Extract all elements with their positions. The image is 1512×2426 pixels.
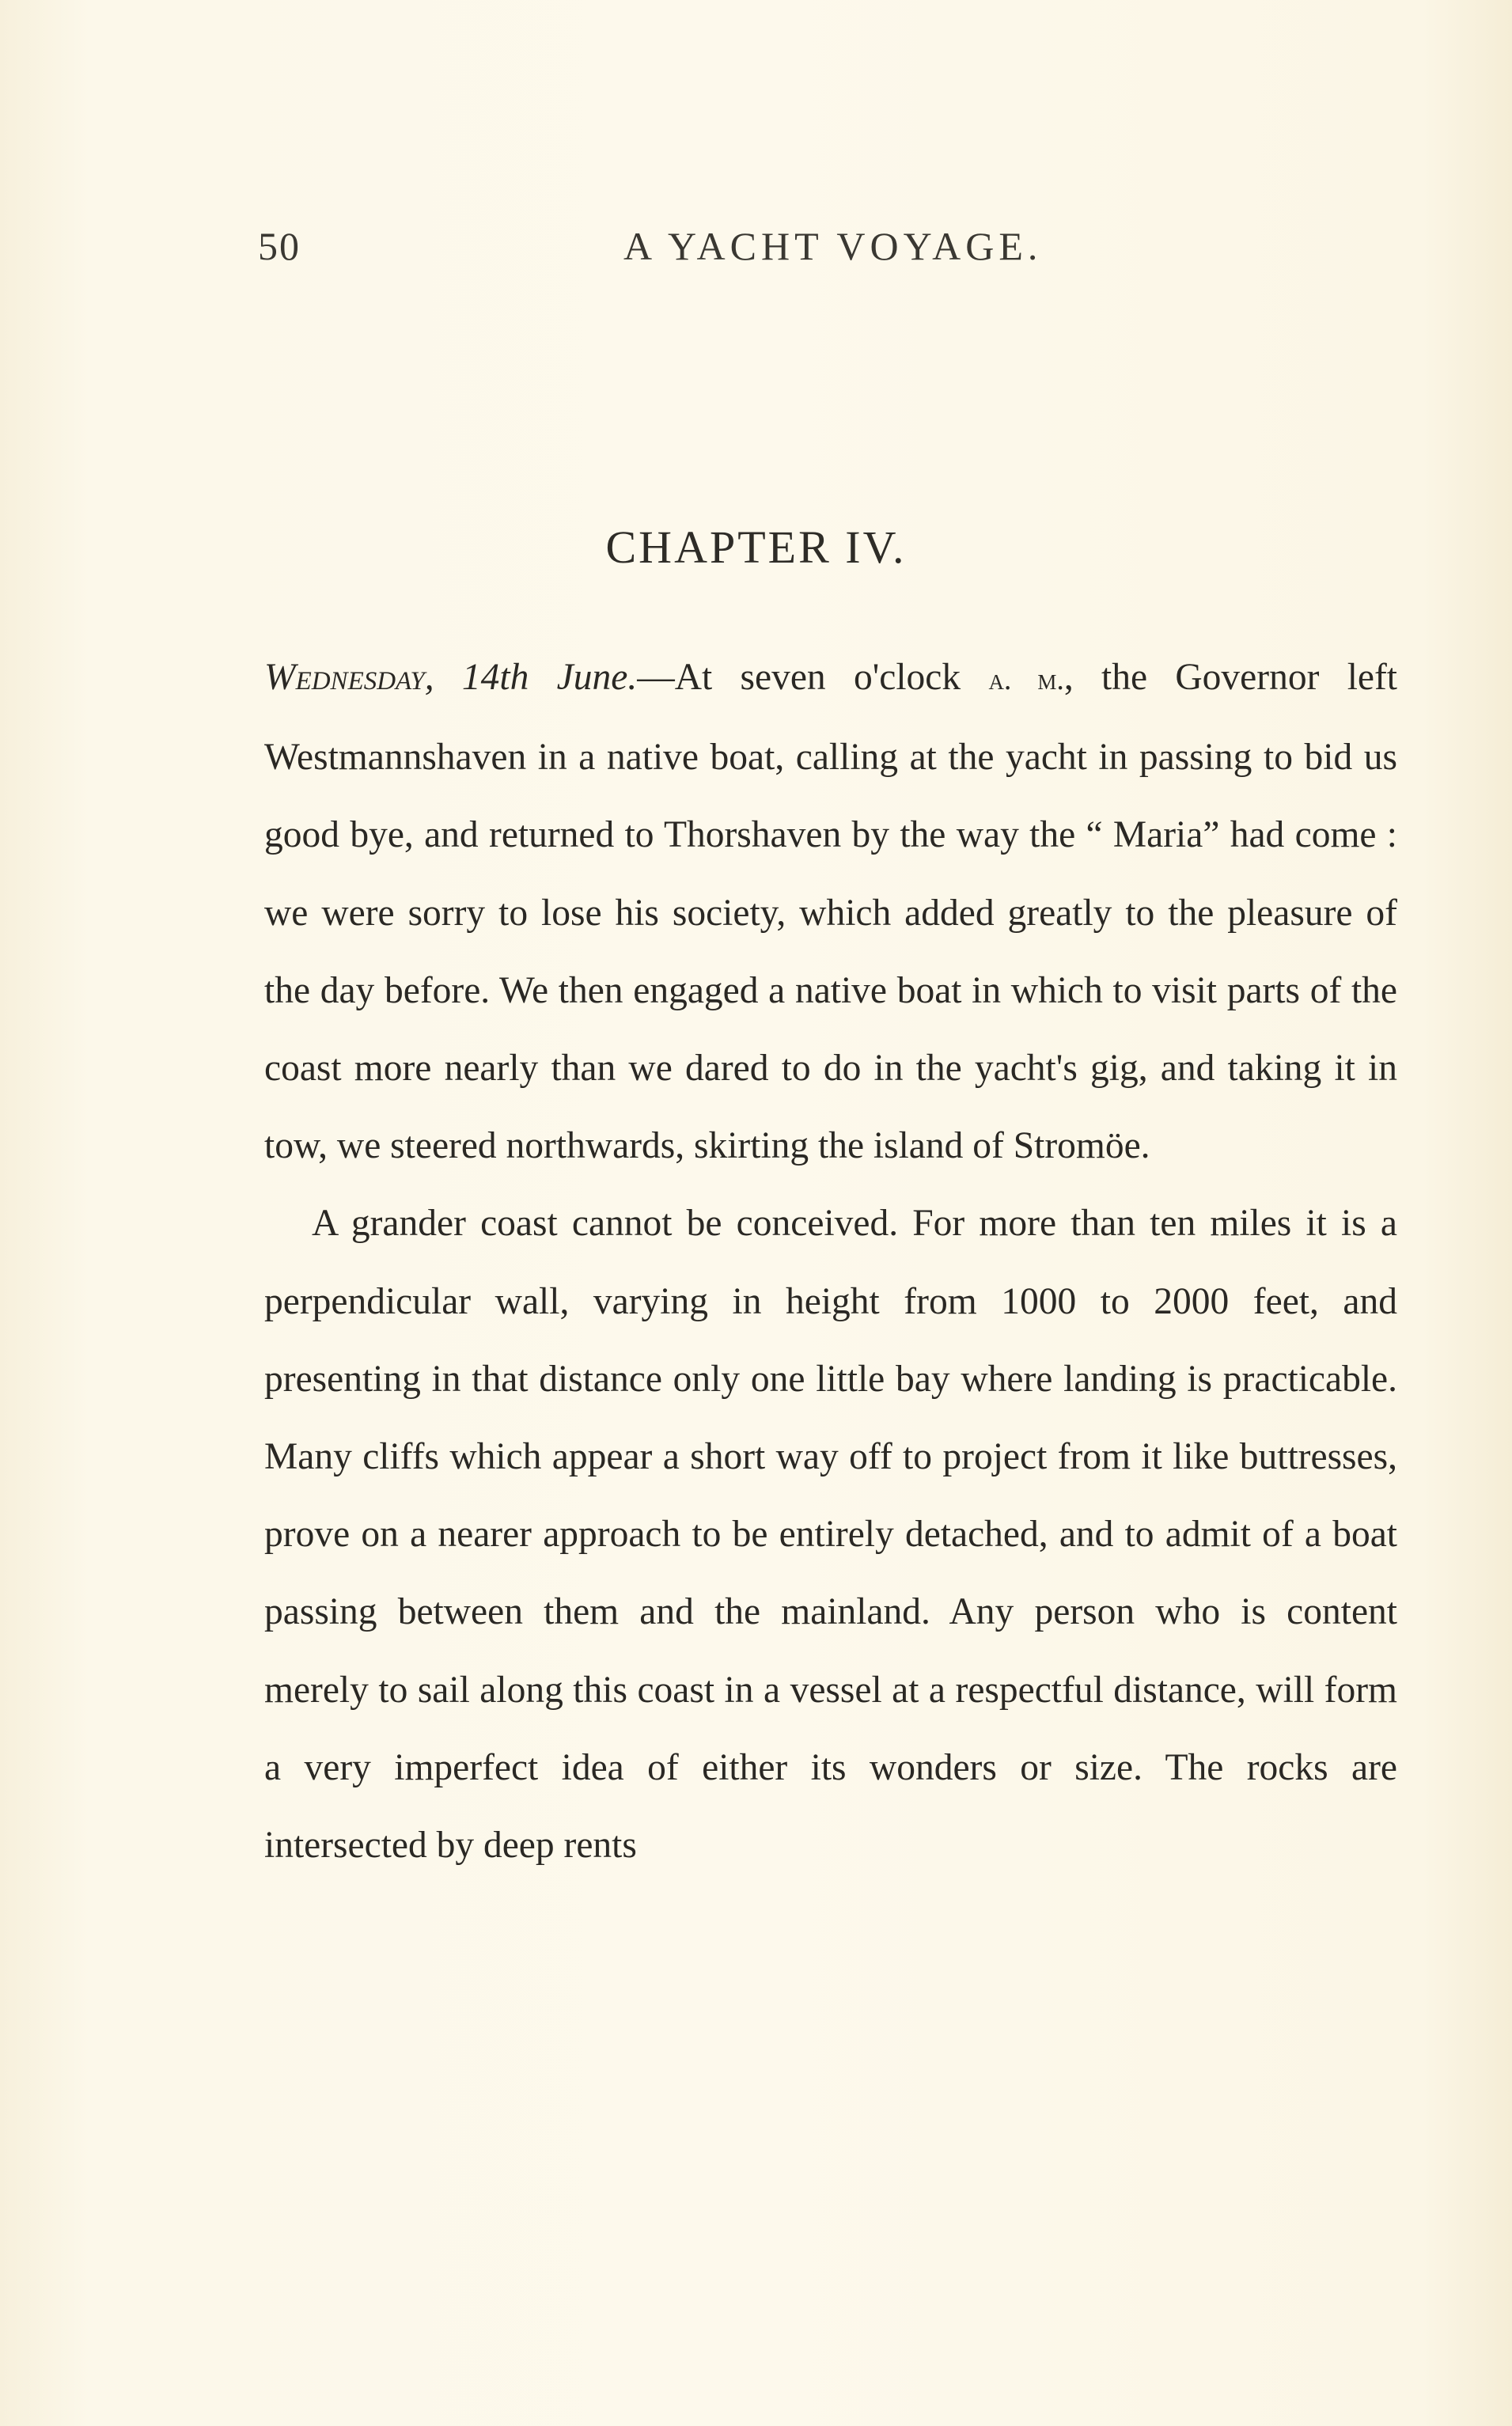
chapter-heading: CHAPTER IV. (605, 521, 907, 573)
running-title: A YACHT VOYAGE. (623, 224, 1043, 268)
paragraph-1 (264, 639, 1397, 1185)
diary-day: Wednesday, (264, 657, 434, 698)
paragraph-1-text-a: At seven o'clock (674, 657, 989, 698)
body-text (264, 639, 1397, 1884)
paragraph-2: A grander coast cannot be conceived. For more than ten miles it is a perpendicular wall, varying in height from 1000 to 2000 feet, and presenting in that distance only one little bay where landing is practicable. Many cliffs which appear a short way off to project from it like buttresses, prove on a nearer approach to be entirely detached, and to admit of a boat passing between them and the mainland. Any person who is content merely to sail along this coast in a vessel at a respectful distance, will form a very imperfect idea of either its wonders or size. The rocks are intersected by deep rents (264, 1203, 1397, 1867)
time-am: a. m. (988, 663, 1064, 696)
paragraph-1-text-b: , the Governor left Westmannshaven in a native boat, calling at the yacht in passing to bid us good bye, and returned to Thorshaven by the way the “ Maria” had come : we were sorry to lose his society, which added greatly to the pleasure of the day before. We then engaged a native boat in which to visit parts of the coast more nearly than we dared to do in the yacht's gig, and taking it in tow, we steered northwards, skirting the island of Stromöe. (264, 657, 1397, 1167)
running-head (0, 223, 1512, 279)
em-dash: — (637, 657, 675, 698)
diary-date: 14th June. (461, 657, 638, 698)
page-number: 50 (258, 224, 301, 268)
